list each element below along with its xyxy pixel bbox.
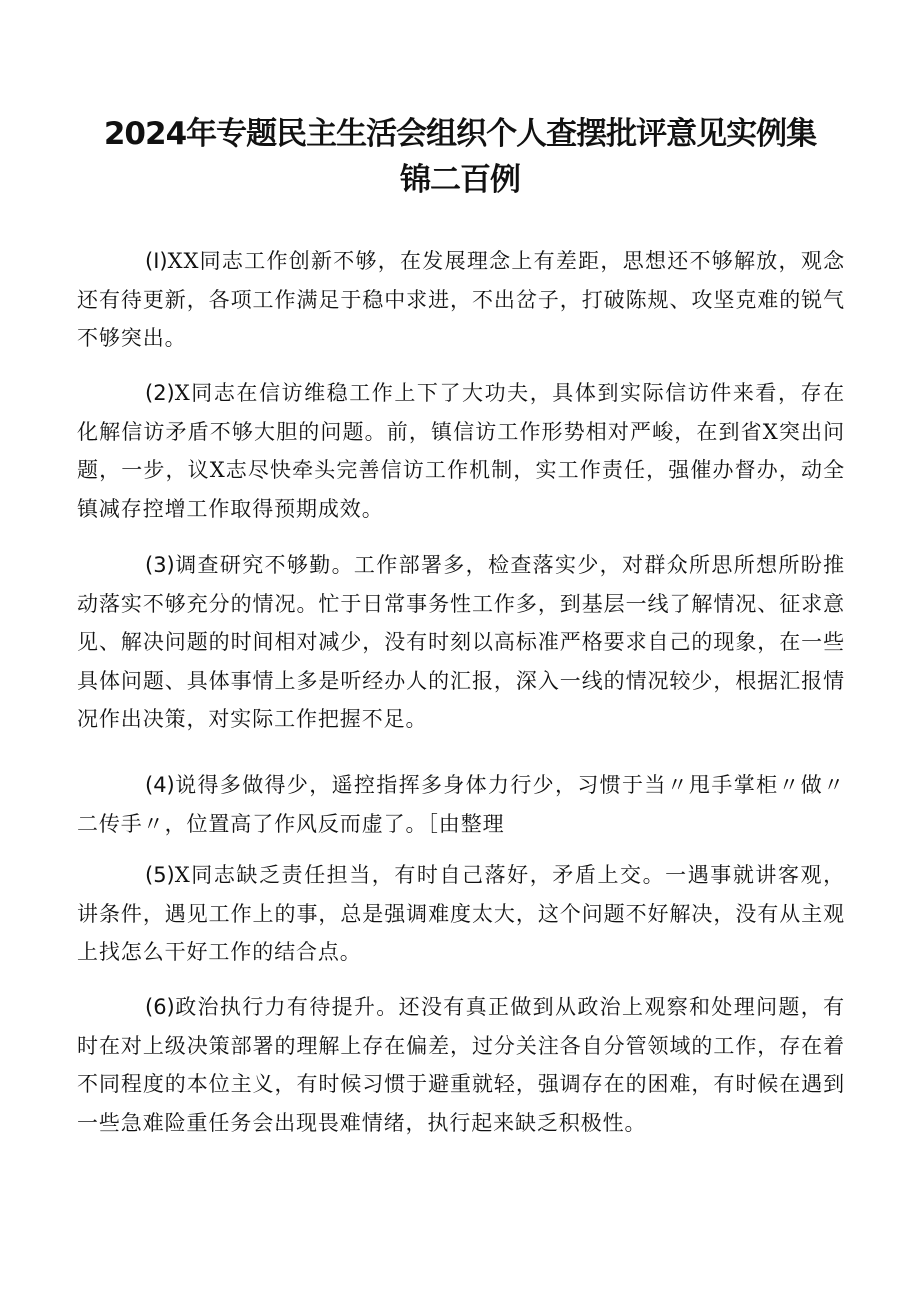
document-title-line2: 锦二百例 [400,162,520,198]
paragraph-number: (5) [145,863,175,887]
paragraph-text: X同志在信访维稳工作上下了大功夫，具体到实际信访件来看，存在化解信访矛盾不够大胆的问题。前，镇信访工作形势相对严峻，在到省X突出问题，一步，议X志尽快牵头完善信访工作机制，实工作责任，强催办督办，动全镇减存控增工作取得预期成效。 [77,381,845,521]
paragraph-text: XX同志工作创新不够，在发展理念上有差距，思想还不够解放，观念还有待更新，各项工作满足于稳中求进，不出岔子，打破陈规、攻坚克难的锐气不够突出。 [77,249,845,350]
paragraph-5 [77,856,845,972]
paragraph-number: (4) [145,773,175,797]
paragraph-number: (2) [145,381,175,405]
paragraph-text: 说得多做得少，遥控指挥多身体力行少，习惯于当〃甩手掌柜〃做〃二传手〃，位置高了作风反而虚了。［由整理 [77,773,845,836]
paragraph-text: X同志缺乏责任担当，有时自己落好，矛盾上交。一遇事就讲客观，讲条件，遇见工作上的事，总是强调难度太大，这个问题不好解决，没有从主观上找怎么干好工作的结合点。 [77,863,845,964]
paragraph-number: (I) [145,249,168,273]
paragraph-3 [77,546,845,739]
paragraph-number: (6) [145,995,175,1019]
paragraph-4 [77,766,845,843]
paragraph-text: 政治执行力有待提升。还没有真正做到从政治上观察和处理问题，有时在对上级决策部署的理解上存在偏差，过分关注各自分管领域的工作，存在着不同程度的本位主义，有时候习惯于避重就轻，强调存在的困难，有时候在遇到一些急难险重任务会出现畏难情绪，执行起来缺乏积极性。 [77,995,845,1135]
paragraph-1 [77,242,845,358]
paragraph-6 [77,988,845,1142]
paragraph-2 [77,374,845,528]
paragraph-text: 调查研究不够勤。工作部署多，检查落实少，对群众所思所想所盼推动落实不够充分的情况。忙于日常事务性工作多，到基层一线了解情况、征求意见、解决问题的时间相对减少，没有时刻以高标准严格要求自己的现象，在一些具体问题、具体事情上多是听经办人的汇报，深入一线的情况较少，根据汇报情况作出决策，对实际工作把握不足。 [77,553,845,731]
document-title-line1: 2024年专题民主生活会组织个人查摆批评意见实例集 [103,116,817,152]
paragraph-number: (3) [145,553,175,577]
